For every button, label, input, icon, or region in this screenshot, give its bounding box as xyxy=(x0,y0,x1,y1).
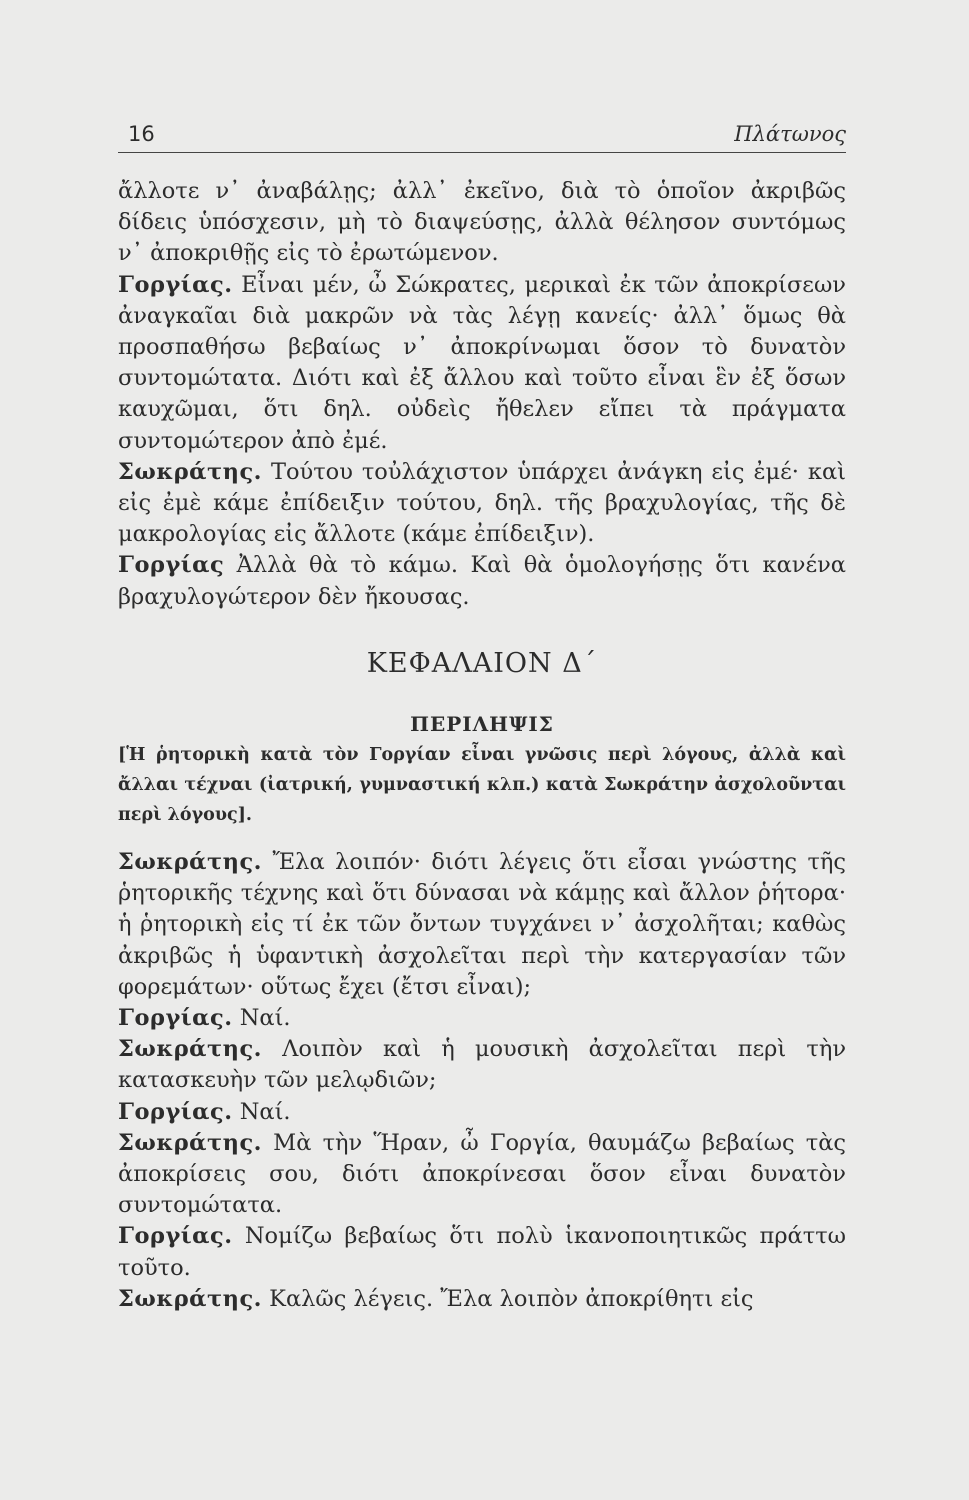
speaker-name: Γοργίας. xyxy=(118,1005,233,1032)
speech-text: Εἶναι μέν, ὦ Σώκρατες, μερικαὶ ἐκ τῶν ἀποκρίσεων ἀναγκαῖαι διὰ μακρῶν νὰ τὰς λέγῃ κανείς· ἀλλ᾽ ὅμως θὰ προσπαθήσω βεβαίως ν᾽ ἀποκρίνωμαι ὅσον τὸ δυνατὸν συντομώτατα. Διότι καὶ ἐξ ἄλλου καὶ τοῦτο εἶναι ἓν ἐξ ὅσων καυχῶμαι, ὅτι δηλ. οὐδεὶς ἤθελεν εἴπει τὰ πράγματα συντομώτερον ἀπὸ ἐμέ. xyxy=(118,271,846,454)
speech-text: Νομίζω βεβαίως ὅτι πολὺ ἱκανοποιητικῶς πράττω τοῦτο. xyxy=(118,1223,846,1281)
speaker-name: Σωκράτης. xyxy=(118,458,263,485)
dialogue-passage-bottom xyxy=(118,847,846,1315)
paragraph xyxy=(118,457,846,551)
paragraph xyxy=(118,176,846,270)
paragraph xyxy=(118,550,846,612)
paragraph xyxy=(118,1128,846,1222)
speech-text: Τούτου τοὐλάχιστον ὑπάρχει ἀνάγκη εἰς ἐμέ· καὶ εἰς ἐμὲ κάμε ἐπίδειξιν τούτου, δηλ. τῆς βραχυλογίας, τῆς δὲ μακρολογίας εἰς ἄλλοτε (κάμε ἐπίδειξιν). xyxy=(118,458,846,548)
dialogue-passage-top xyxy=(118,176,846,613)
speaker-name: Γοργίας xyxy=(118,552,225,579)
paragraph xyxy=(118,847,846,1003)
running-header xyxy=(118,122,846,153)
paragraph xyxy=(118,1003,846,1034)
speaker-name: Γοργίας. xyxy=(118,1223,233,1250)
summary-note: [Ἡ ῥητορικὴ κατὰ τὸν Γοργίαν εἶναι γνῶσις περὶ λόγους, ἀλλὰ καὶ ἄλλαι τέχναι (ἰατρική, γυμναστική κλπ.) κατὰ Σωκράτην ἀσχολοῦνται περὶ λόγους]. xyxy=(118,745,846,825)
speech-text: Ἀλλὰ θὰ τὸ κάμω. Καὶ θὰ ὁμολογήσῃς ὅτι κανένα βραχυλογώτερον δὲν ἤκουσας. xyxy=(118,552,846,610)
speaker-name: Σωκράτης. xyxy=(118,849,263,875)
running-title: Πλάτωνος xyxy=(734,122,846,146)
speech-text: Καλῶς λέγεις. Ἔλα λοιπὸν ἀποκρίθητι εἰς xyxy=(262,1285,754,1312)
summary-heading: ΠΕΡΙΛΗΨΙΣ xyxy=(410,712,554,736)
speech-text: Ἔλα λοιπόν· διότι λέγεις ὅτι εἶσαι γνώστης τῆς ῥητορικῆς τέχνης καὶ ὅτι δύνασαι νὰ κάμῃς καὶ ἄλλον ῥήτορα· ἡ ῥητορικὴ εἰς τί ἐκ τῶν ὄντων τυγχάνει ν᾽ ἀσχολῆται; καθὼς ἀκριβῶς ἡ ὑφαντικὴ ἀσχολεῖται περὶ τὴν κατεργασίαν τῶν φορεμάτων· οὕτως ἔχει (ἔτσι εἶναι); xyxy=(118,849,846,1000)
speaker-name: Σωκράτης. xyxy=(118,1036,263,1063)
speech-text: Μὰ τὴν Ἥραν, ὦ Γοργία, θαυμάζω βεβαίως τὰς ἀποκρίσεις σου, διότι ἀποκρίνεσαι ὅσον εἶναι δυνατὸν συντομώτατα. xyxy=(118,1129,846,1219)
speech-text: Ναί. xyxy=(232,1098,291,1125)
speaker-name: Γοργίας. xyxy=(118,1098,233,1125)
chapter-heading: ΚΕΦΑΛΑΙΟΝ Δ΄ xyxy=(366,648,598,679)
speaker-name: Σωκράτης. xyxy=(118,1285,263,1312)
paragraph xyxy=(118,1284,846,1315)
paragraph xyxy=(118,1097,846,1128)
paragraph xyxy=(118,1034,846,1096)
speech-text: Ναί. xyxy=(232,1005,291,1032)
speaker-name: Σωκράτης. xyxy=(118,1129,263,1156)
page-number: 16 xyxy=(128,122,155,146)
speaker-name: Γοργίας. xyxy=(118,271,233,298)
speech-text: Λοιπὸν καὶ ἡ μουσικὴ ἀσχολεῖται περὶ τὴν κατασκευὴν τῶν μελῳδιῶν; xyxy=(118,1036,846,1094)
speech-text: ἄλλοτε ν᾽ ἀναβάλῃς; ἀλλ᾽ ἐκεῖνο, διὰ τὸ ὁποῖον ἀκριβῶς δίδεις ὑπόσχεσιν, μὴ τὸ διαψεύσῃς, ἀλλὰ θέλησον συντόμως ν᾽ ἀποκριθῇς εἰς τὸ ἐρωτώμενον. xyxy=(118,178,846,267)
paragraph xyxy=(118,270,846,457)
paragraph xyxy=(118,1221,846,1283)
